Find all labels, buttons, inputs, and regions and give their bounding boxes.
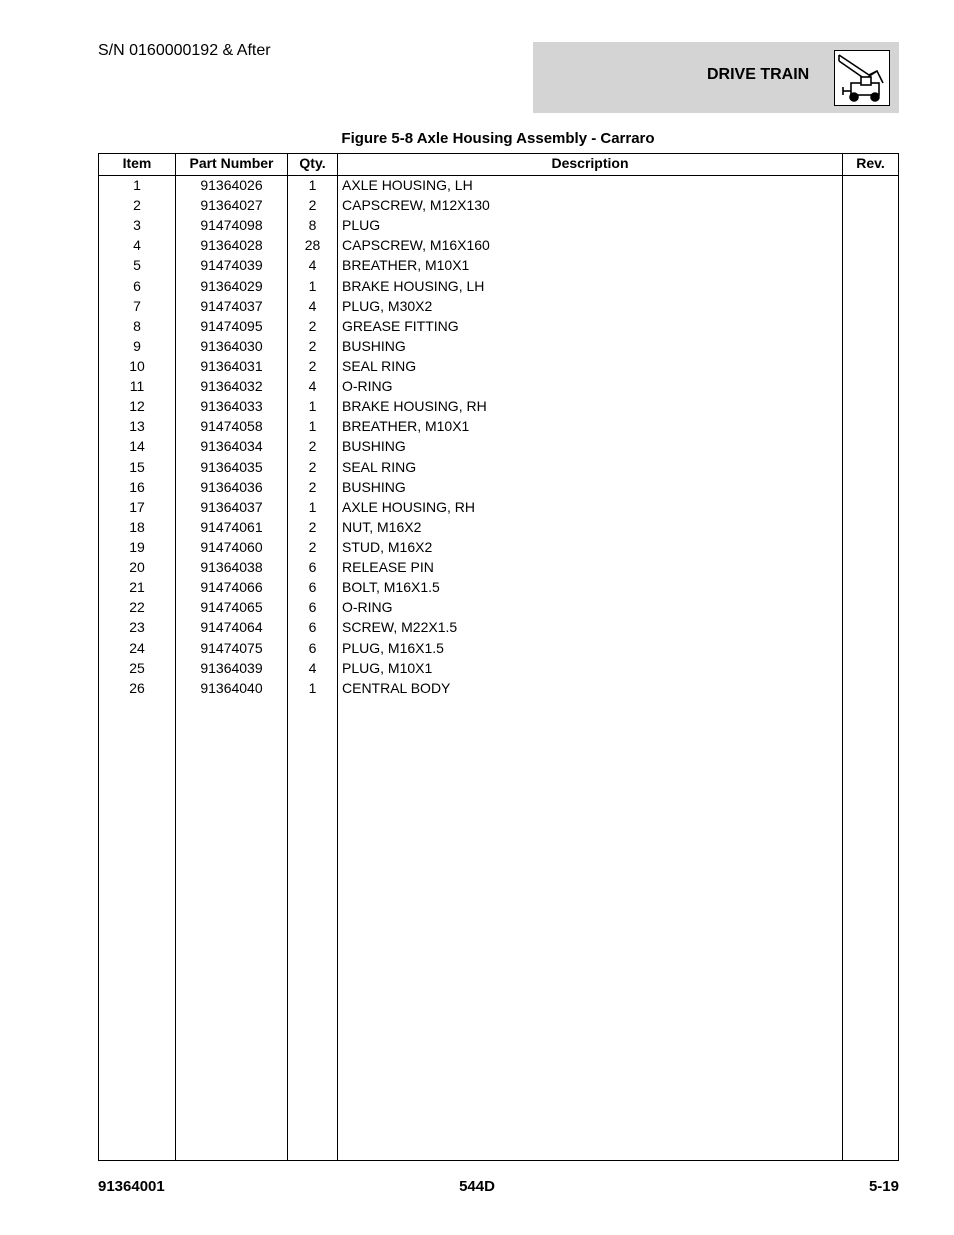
item-cell: 13 (129, 418, 145, 435)
item-cell: 8 (133, 317, 141, 334)
description-cell: O-RING (342, 599, 393, 616)
part-number-cell: 91364032 (200, 378, 263, 395)
table-row (99, 496, 898, 516)
description-cell: CAPSCREW, M16X160 (342, 237, 490, 254)
description-cell: BUSHING (342, 438, 406, 455)
table-row (99, 335, 898, 355)
section-header (533, 42, 899, 113)
description-cell: BOLT, M16X1.5 (342, 579, 440, 596)
description-cell: BUSHING (342, 337, 406, 354)
part-number-cell: 91474066 (200, 579, 263, 596)
column-header-qty: Qty. (299, 155, 326, 171)
part-number-cell: 91364038 (200, 559, 263, 576)
qty-cell: 4 (308, 659, 317, 676)
column-header-description: Description (551, 155, 629, 171)
qty-cell: 2 (308, 438, 317, 455)
table-row (99, 214, 898, 234)
qty-cell: 6 (308, 559, 317, 576)
item-cell: 9 (133, 337, 141, 354)
table-row (99, 516, 898, 536)
description-cell: BRAKE HOUSING, RH (342, 398, 487, 415)
table-row (99, 596, 898, 616)
column-header-part-number: Part Number (189, 155, 274, 171)
part-number-cell: 91364029 (200, 277, 263, 294)
table-row (99, 556, 898, 576)
description-cell: PLUG, M16X1.5 (342, 639, 444, 656)
qty-cell: 2 (308, 538, 317, 555)
table-row (99, 395, 898, 415)
model-name: 544D (459, 1178, 495, 1195)
section-title: DRIVE TRAIN (707, 66, 810, 83)
part-number-cell: 91474095 (200, 317, 263, 334)
qty-cell: 2 (308, 197, 317, 214)
description-cell: BUSHING (342, 478, 406, 495)
telehandler-icon (834, 50, 890, 106)
table-row (99, 355, 898, 375)
table-row (99, 315, 898, 335)
description-cell: BRAKE HOUSING, LH (342, 277, 485, 294)
qty-cell: 1 (308, 277, 317, 294)
item-cell: 21 (129, 579, 145, 596)
page-number: 5-19 (868, 1178, 899, 1195)
part-number-cell: 91364037 (200, 498, 263, 515)
item-cell: 12 (129, 398, 145, 415)
description-cell: RELEASE PIN (342, 559, 434, 576)
description-cell: PLUG, M10X1 (342, 659, 433, 676)
qty-cell: 6 (308, 599, 317, 616)
item-cell: 23 (129, 619, 145, 636)
item-cell: 6 (133, 277, 141, 294)
serial-number: S/N 0160000192 & After (98, 42, 271, 59)
description-cell: SEAL RING (342, 357, 417, 374)
table-row (99, 476, 898, 496)
qty-cell: 4 (308, 257, 317, 274)
table-row (99, 657, 898, 677)
part-number-cell: 91364035 (200, 458, 263, 475)
qty-cell: 28 (304, 237, 321, 254)
qty-cell: 1 (308, 679, 317, 696)
item-cell: 7 (133, 297, 141, 314)
description-cell: SEAL RING (342, 458, 417, 475)
table-row (99, 295, 898, 315)
table-row (99, 194, 898, 214)
table-row (99, 616, 898, 636)
part-number-cell: 91364036 (200, 478, 263, 495)
table-row (99, 275, 898, 295)
qty-cell: 4 (308, 297, 317, 314)
qty-cell: 6 (308, 619, 317, 636)
qty-cell: 6 (308, 579, 317, 596)
table-row (99, 415, 898, 435)
item-cell: 22 (129, 599, 145, 616)
table-row (99, 174, 898, 194)
item-cell: 14 (129, 438, 145, 455)
item-cell: 19 (129, 538, 145, 555)
table-row (99, 375, 898, 395)
table-row (99, 456, 898, 476)
parts-rows (99, 174, 898, 697)
item-cell: 17 (129, 498, 145, 515)
item-cell: 15 (129, 458, 145, 475)
item-cell: 24 (129, 639, 145, 656)
description-cell: CAPSCREW, M12X130 (342, 197, 490, 214)
part-number-cell: 91364027 (200, 197, 263, 214)
description-cell: AXLE HOUSING, LH (342, 177, 473, 193)
description-cell: BREATHER, M10X1 (342, 257, 470, 274)
part-number-cell: 91364039 (200, 659, 263, 676)
part-number-cell: 91474060 (200, 538, 263, 555)
description-cell: CENTRAL BODY (342, 679, 451, 696)
table-row (99, 677, 898, 697)
part-number-cell: 91364034 (200, 438, 263, 455)
column-header-item: Item (122, 155, 152, 171)
item-cell: 20 (129, 559, 145, 576)
qty-cell: 1 (308, 398, 317, 415)
qty-cell: 4 (308, 378, 317, 395)
part-number-cell: 91474098 (200, 217, 263, 234)
description-cell: PLUG, M30X2 (342, 297, 433, 314)
qty-cell: 2 (308, 357, 317, 374)
description-cell: GREASE FITTING (342, 317, 459, 334)
figure-title: Figure 5-8 Axle Housing Assembly - Carraro (341, 130, 655, 147)
table-row (99, 576, 898, 596)
part-number-cell: 91364028 (200, 237, 263, 254)
item-cell: 4 (133, 237, 141, 254)
description-cell: STUD, M16X2 (342, 538, 433, 555)
item-cell: 11 (129, 378, 145, 395)
table-row (99, 254, 898, 274)
qty-cell: 1 (308, 177, 317, 193)
table-row (99, 637, 898, 657)
description-cell: PLUG (342, 217, 381, 234)
part-number-cell: 91474039 (200, 257, 263, 274)
part-number-cell: 91474058 (200, 418, 263, 435)
description-cell: O-RING (342, 378, 393, 395)
qty-cell: 2 (308, 458, 317, 475)
part-number-cell: 91474037 (200, 297, 263, 314)
description-cell: NUT, M16X2 (342, 518, 422, 535)
table-row (99, 435, 898, 455)
qty-cell: 8 (308, 217, 317, 234)
qty-cell: 2 (308, 337, 317, 354)
qty-cell: 1 (308, 498, 317, 515)
item-cell: 26 (129, 679, 145, 696)
document-number: 91364001 (98, 1178, 165, 1195)
item-cell: 16 (129, 478, 145, 495)
item-cell: 2 (133, 197, 141, 214)
qty-cell: 2 (308, 478, 317, 495)
parts-table (98, 153, 899, 1161)
part-number-cell: 91474075 (200, 639, 263, 656)
part-number-cell: 91364033 (200, 398, 263, 415)
description-cell: AXLE HOUSING, RH (342, 498, 476, 515)
item-cell: 5 (133, 257, 141, 274)
column-header-rev: Rev. (856, 155, 885, 171)
table-row (99, 536, 898, 556)
qty-cell: 2 (308, 518, 317, 535)
description-cell: SCREW, M22X1.5 (342, 619, 458, 636)
qty-cell: 1 (308, 418, 317, 435)
part-number-cell: 91364030 (200, 337, 263, 354)
item-cell: 10 (129, 357, 145, 374)
description-cell: BREATHER, M10X1 (342, 418, 470, 435)
item-cell: 18 (129, 518, 145, 535)
part-number-cell: 91364031 (200, 357, 263, 374)
item-cell: 25 (129, 659, 145, 676)
part-number-cell: 91474064 (200, 619, 263, 636)
item-cell: 1 (133, 177, 141, 193)
table-row (99, 234, 898, 254)
item-cell: 3 (133, 217, 141, 234)
part-number-cell: 91364026 (200, 177, 263, 193)
part-number-cell: 91474061 (200, 518, 263, 535)
part-number-cell: 91364040 (200, 679, 263, 696)
qty-cell: 6 (308, 639, 317, 656)
qty-cell: 2 (308, 317, 317, 334)
part-number-cell: 91474065 (200, 599, 263, 616)
